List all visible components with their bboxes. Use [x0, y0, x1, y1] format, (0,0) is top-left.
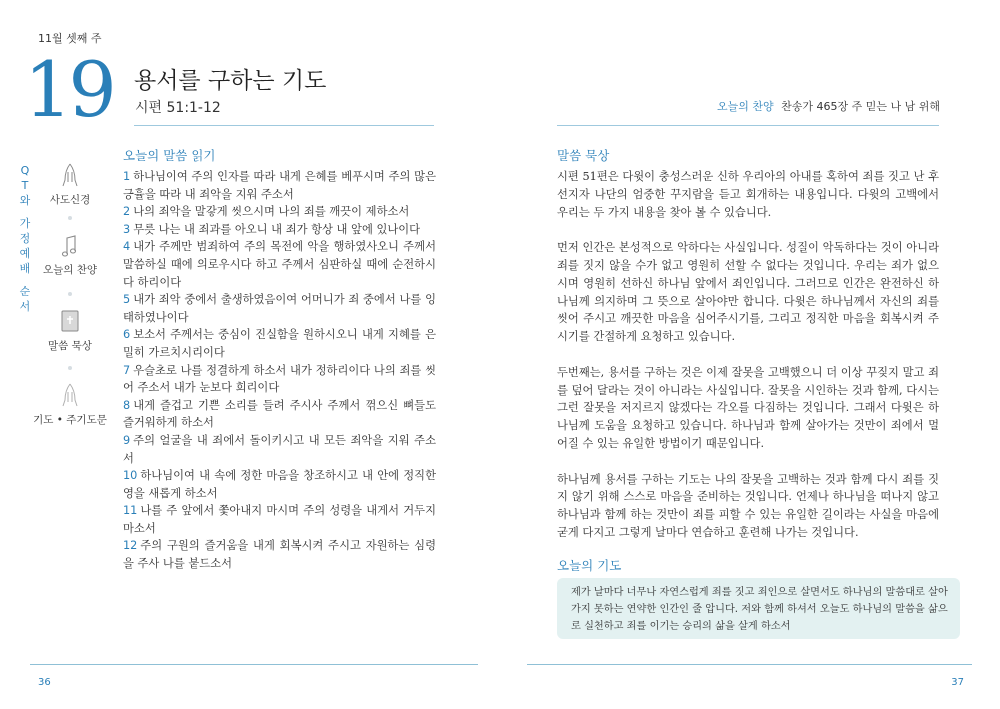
verse-list: [123, 168, 436, 573]
verse: [123, 291, 436, 326]
header-rule-right: [557, 125, 939, 126]
reading-heading: 오늘의 말씀 읽기: [123, 148, 216, 163]
meditation-paragraph: 두번째는, 용서를 구하는 것은 이제 잘못을 고백했으니 더 이상 꾸짖지 말고 죄를 덮어 달라는 것이 아니라는 사실입니다. 잘못을 시인하는 것과 함께, 다시는 그런 잘못을 저지르지 않겠다는 각오를 다짐하는 것입니다. 그래서 다윗은 하나님께 도움을 요청하고 있습니다. 하나님과 함께 살아가는 것만이 죄에서 멀어질 수 있는 유일한 방법이기 때문입니다.: [557, 365, 939, 450]
sidebar-step-creed: [30, 162, 110, 207]
verse-text: 내가 죄악 중에서 출생하였음이여 어머니가 죄 중에서 나를 잉태하였나이다: [123, 293, 436, 324]
praying-hands-icon: [30, 162, 110, 188]
week-label: 11월 셋째 주: [38, 32, 102, 45]
hymn-value: 찬송가 465장 주 믿는 나 남 위해: [781, 100, 940, 113]
footer-rule-right: [527, 664, 972, 665]
sidebar-step-label: 기도 • 주기도문: [33, 414, 107, 426]
meditation-body: [557, 168, 939, 560]
verse-number: 9: [123, 433, 131, 447]
page-number-right: 37: [951, 677, 964, 688]
verse-number: 1: [123, 170, 131, 183]
verse-text: 하나님이여 내 속에 정한 마음을 창조하시고 내 안에 정직한 영을 새롭게 하소서: [123, 469, 436, 500]
verse: [123, 221, 436, 239]
verse: [123, 168, 436, 203]
praying-hands-icon: [30, 382, 110, 408]
page-title: 용서를 구하는 기도: [134, 68, 327, 94]
divider-dot: [68, 292, 72, 296]
music-note-icon: [30, 232, 110, 258]
verse-number: 4: [123, 240, 131, 254]
meditation-heading: 말씀 묵상: [557, 148, 610, 163]
verse-text: 우슬초로 나를 정결하게 하소서 내가 정하리이다 나의 죄를 씻어 주소서 내가 눈보다 희리이다: [123, 363, 436, 395]
scripture-reference: 시편 51:1-12: [135, 100, 221, 116]
verse-number: 3: [123, 222, 131, 236]
bible-icon: [30, 308, 110, 334]
sidebar-vertical-label: Q T 와 가 정 예 배 순 서: [19, 164, 31, 313]
verse: [123, 397, 436, 432]
verse: [123, 432, 436, 467]
prayer-text: 제가 날마다 너무나 자연스럽게 죄를 짓고 죄인으로 살면서도 하나님의 말씀대로 살아가지 못하는 연약한 인간인 줄 압니다. 저와 함께 하셔서 오늘도 하나님의 말씀을 삶으로 실천하고 죄를 이기는 승리의 삶을 살게 하소서: [571, 587, 948, 632]
verse: [123, 238, 436, 291]
verse: [123, 326, 436, 361]
verse-text: 주의 얼굴을 내 죄에서 돌이키시고 내 모든 죄악을 지워 주소서: [123, 433, 436, 465]
verse: [123, 502, 436, 537]
verse-text: 보소서 주께서는 중심이 진실함을 원하시오니 내게 지혜를 은밀히 가르치시리이다: [123, 328, 436, 359]
sidebar-step-prayer: [30, 382, 110, 427]
day-number: 19: [24, 45, 113, 134]
meditation-paragraph: 먼저 인간은 본성적으로 악하다는 사실입니다. 성질이 악독하다는 것이 아니라 죄를 짓지 않을 수가 없고 영원히 선할 수 없다는 것입니다. 우리는 죄가 없으시며 영원히 선하신 하나님 앞에서 죄인입니다. 그러므로 인간은 완전하신 하나님께 의지하며 그 뜻으로 살아야만 합니다. 다윗은 하나님께서 자신의 죄를 씻어 주시고 깨끗한 마음을 심어주시기를, 그리고 정직한 마음을 회복시켜 주시기를 간절하게 요청하고 있습니다.: [557, 241, 939, 344]
verse-number: 7: [123, 363, 131, 377]
verse-number: 10: [123, 469, 138, 483]
verse-number: 6: [123, 328, 131, 342]
sidebar-step-label: 말씀 묵상: [48, 340, 92, 352]
meditation-paragraph: 시편 51편은 다윗이 충성스러운 신하 우리아의 아내를 혹하여 죄를 짓고 난 후 선지자 나단의 엄중한 꾸지람을 듣고 회개하는 내용입니다. 다윗의 고백에서 우리는 두 가지 내용을 찾아 볼 수 있습니다.: [557, 170, 939, 219]
hymn-info: [717, 98, 940, 114]
sidebar-step-label: 사도신경: [49, 194, 91, 206]
prayer-heading: 오늘의 기도: [557, 558, 622, 573]
verse-number: 12: [123, 539, 138, 553]
verse: [123, 203, 436, 221]
verse: [123, 362, 436, 397]
verse-text: 주의 구원의 즐거움을 내게 회복시켜 주시고 자원하는 심령을 주사 나를 붙드소서: [123, 539, 436, 571]
verse: [123, 537, 436, 572]
verse-number: 11: [123, 504, 138, 518]
verse-number: 2: [123, 205, 131, 219]
header-rule-left: [134, 125, 434, 126]
sidebar-step-meditation: [30, 308, 110, 353]
divider-dot: [68, 366, 72, 370]
verse-text: 무릇 나는 내 죄과를 아오니 내 죄가 항상 내 앞에 있나이다: [133, 222, 421, 236]
verse: [123, 467, 436, 502]
sidebar-step-hymn: [30, 232, 110, 277]
footer-rule-left: [30, 664, 478, 665]
meditation-paragraph: 하나님께 용서를 구하는 기도는 나의 잘못을 고백하는 것과 함께 다시 죄를 짓지 않기 위해 스스로 마음을 준비하는 것입니다. 언제나 하나님을 떠나지 않고 하나님과 함께 하는 것만이 죄를 피할 수 있는 유일한 길이라는 사실을 마음에 굳게 다지고 그렇게 날마다 연습하고 훈련해 나가는 것입니다.: [557, 472, 939, 539]
sidebar-step-label: 오늘의 찬양: [42, 264, 98, 276]
verse-text: 내게 즐겁고 기쁜 소리를 들려 주시사 주께서 꺾으신 뼈들도 즐거워하게 하소서: [123, 398, 436, 430]
divider-dot: [68, 216, 72, 220]
hymn-label: 오늘의 찬양: [716, 100, 774, 113]
verse-text: 내가 주께만 범죄하여 주의 목전에 악을 행하였사오니 주께서 말씀하실 때에 의로우시다 하고 주께서 심판하실 때에 순전하시다 하리이다: [123, 240, 436, 289]
verse-number: 5: [123, 293, 131, 307]
verse-number: 8: [123, 398, 131, 412]
page-number-left: 36: [38, 677, 51, 688]
verse-text: 하나님이여 주의 인자를 따라 내게 은혜를 베푸시며 주의 많은 긍휼을 따라 내 죄악을 지워 주소서: [123, 170, 436, 201]
verse-text: 나의 죄악을 말갛게 씻으시며 나의 죄를 깨끗이 제하소서: [133, 205, 410, 219]
verse-text: 나를 주 앞에서 쫓아내지 마시며 주의 성령을 내게서 거두지 마소서: [123, 504, 436, 535]
